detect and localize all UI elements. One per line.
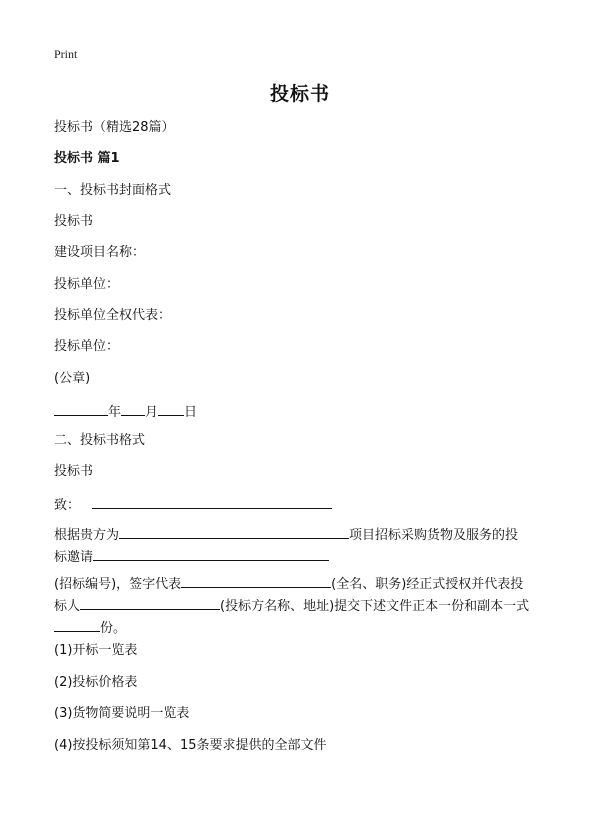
month-label: 月 [145,405,159,420]
p2-text-b: (全名、职务)经正式授权并代表投 [331,577,524,592]
day-label: 日 [184,405,198,420]
copies-blank [54,617,100,632]
letter-title: 投标书 [54,464,94,479]
cover-seal: (公章) [54,371,91,386]
p2-text-e: 份。 [100,621,127,636]
p2-text-c: 标人 [54,599,81,614]
part2-heading: 二、投标书格式 [54,433,146,448]
list-item: (1)开标一览表 [54,643,138,658]
p1-text-a: 根据贵方为 [54,528,120,543]
cover-bidder-2: 投标单位： [54,339,120,354]
month-blank [121,401,145,416]
cover-project-name: 建设项目名称： [54,245,146,260]
cover-bidder: 投标单位： [54,277,120,292]
p1-text-b: 项目招标采购货物及服务的投 [349,528,519,543]
year-label: 年 [108,405,122,420]
document-title: 投标书 [269,83,330,105]
bidder-name-blank [80,595,220,610]
year-blank [54,401,108,416]
print-label[interactable]: Print [54,47,78,61]
document-subtitle: 投标书（精选28篇） [54,120,175,135]
signer-blank [181,573,331,588]
cover-title: 投标书 [54,214,94,229]
p1-text-c: 标邀请 [54,550,94,565]
letter-paragraph-2 [54,573,554,639]
day-blank [158,401,184,416]
date-line [54,401,197,422]
part1-heading: 一、投标书封面格式 [54,183,172,198]
p2-text-d: (投标方名称、地址)提交下述文件正本一份和副本一式 [220,599,530,614]
letter-to [54,494,332,515]
list-item: (2)投标价格表 [54,675,138,690]
p2-text-a: (招标编号)，签字代表 [54,577,182,592]
section-heading: 投标书 篇1 [54,151,120,166]
to-label: 致： [54,498,81,513]
cover-representative: 投标单位全权代表： [54,308,172,323]
invite-blank [93,546,329,561]
list-item: (4)按投标须知第14、15条要求提供的全部文件 [54,738,327,753]
to-blank [92,494,332,509]
letter-paragraph-1 [54,524,554,568]
list-item: (3)货物简要说明一览表 [54,706,190,721]
project-blank [119,524,349,539]
